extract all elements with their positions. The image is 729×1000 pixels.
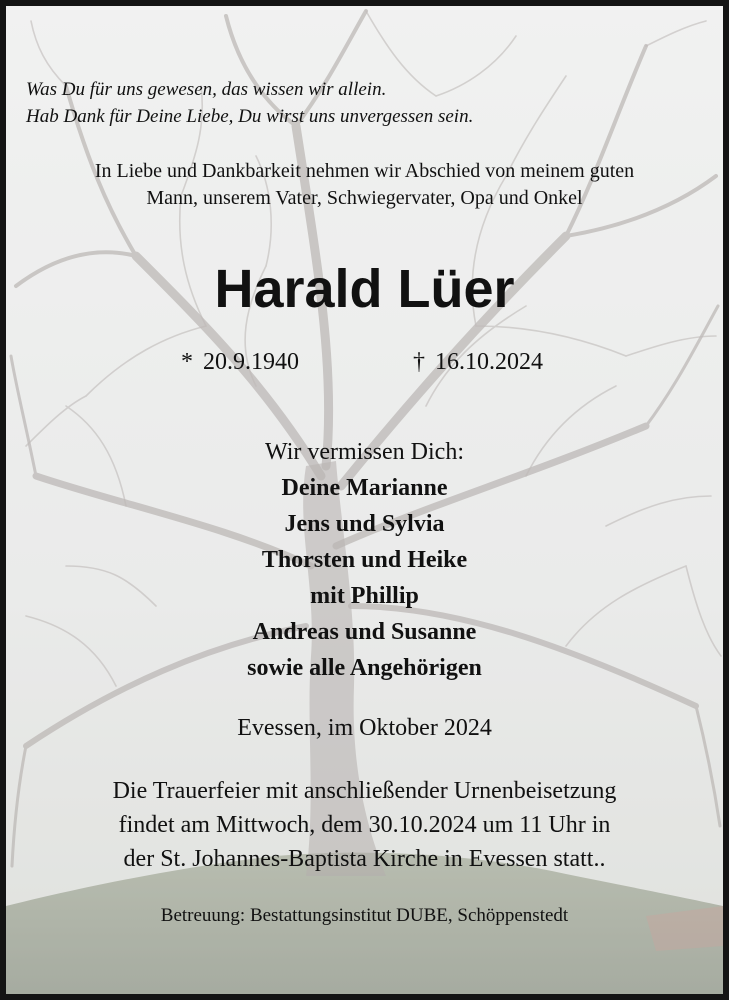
notice-content bbox=[6, 6, 723, 994]
ceremony-line-1: Die Trauerfeier mit anschließender Urnenbeisetzung bbox=[112, 778, 617, 804]
mourners-lead: Wir vermissen Dich: bbox=[265, 439, 464, 465]
deceased-name: Harald Lüer bbox=[214, 259, 515, 319]
mourner-name: Jens und Sylvia bbox=[284, 511, 445, 537]
birth-date-value: 20.9.1940 bbox=[203, 349, 299, 375]
ceremony-line-2: findet am Mittwoch, dem 30.10.2024 um 11 Uhr in bbox=[118, 812, 611, 838]
mourner-name: Deine Marianne bbox=[281, 475, 448, 501]
intro-line-1: In Liebe und Dankbarkeit nehmen wir Abschied von meinem guten bbox=[94, 160, 635, 182]
ceremony-line-3: der St. Johannes-Baptista Kirche in Evessen statt.. bbox=[123, 846, 606, 872]
funeral-home-credit: Betreuung: Bestattungsinstitut DUBE, Schöppenstedt bbox=[160, 905, 569, 926]
funeral-ceremony-info bbox=[6, 774, 723, 876]
mourner-name: sowie alle Angehörigen bbox=[247, 655, 482, 681]
verse-line-2: Hab Dank für Deine Liebe, Du wirst uns unvergessen sein. bbox=[26, 106, 474, 127]
mourner-name: Thorsten und Heike bbox=[261, 547, 468, 573]
intro-line-2: Mann, unserem Vater, Schwiegervater, Opa und Onkel bbox=[146, 187, 583, 209]
memorial-verse bbox=[26, 76, 473, 130]
verse-line-1: Was Du für uns gewesen, das wissen wir allein. bbox=[26, 79, 387, 100]
mourner-name: mit Phillip bbox=[310, 583, 419, 609]
mourner-name: Andreas und Susanne bbox=[252, 619, 477, 645]
birth-date bbox=[181, 346, 299, 378]
mourners-list bbox=[6, 434, 723, 686]
mourner-names bbox=[6, 470, 723, 686]
birth-star-symbol: * bbox=[181, 349, 193, 375]
death-cross-symbol: † bbox=[413, 349, 425, 375]
farewell-intro bbox=[6, 158, 723, 212]
death-date bbox=[413, 346, 543, 378]
death-date-value: 16.10.2024 bbox=[435, 349, 543, 375]
place-and-date: Evessen, im Oktober 2024 bbox=[237, 715, 492, 741]
